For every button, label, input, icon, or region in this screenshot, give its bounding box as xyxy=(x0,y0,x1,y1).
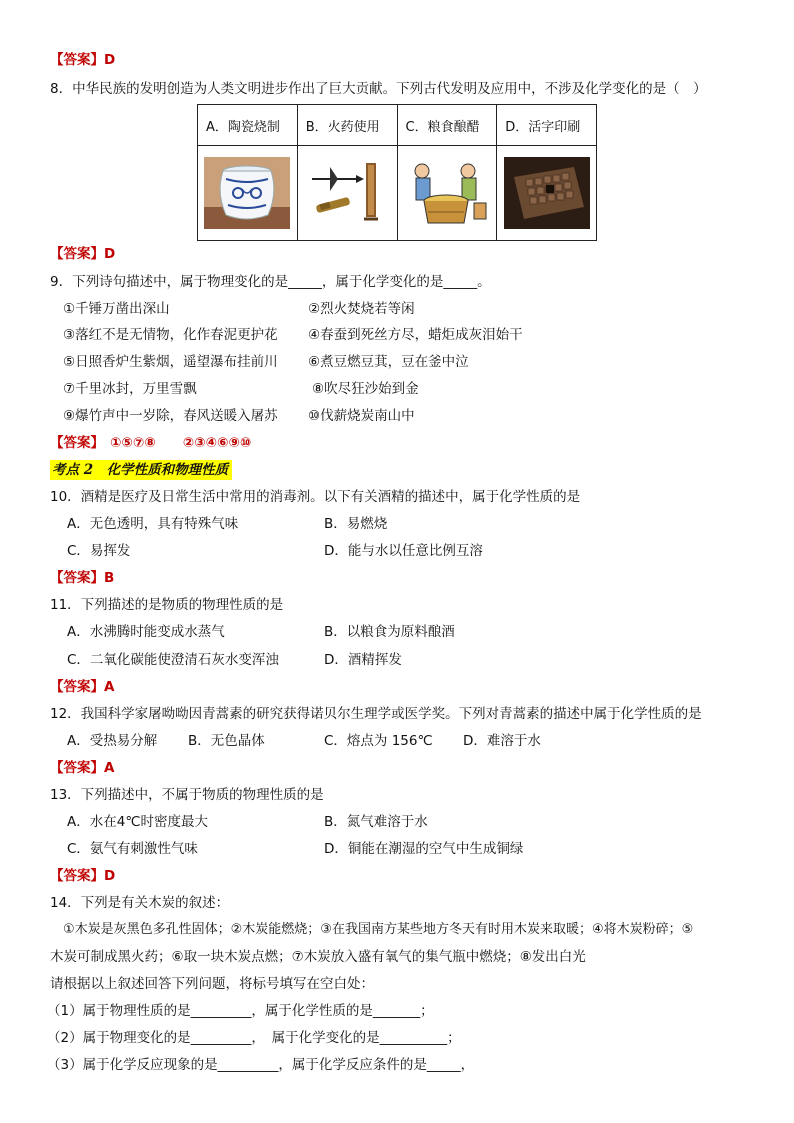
answer-q7 xyxy=(50,50,115,70)
q10-option-c: C．易挥发 xyxy=(67,543,131,559)
option-c-cell: C．粮食酿醋 xyxy=(397,105,497,146)
q10-option-a: A．无色透明，具有特殊气味 xyxy=(67,516,239,532)
q14-instruction: 请根据以上叙述回答下列问题，将标号填写在空白处： xyxy=(50,976,374,992)
answer-q10 xyxy=(50,568,114,588)
poem-10: ⑩伐薪烧炭南山中 xyxy=(308,408,415,424)
poem-8: ⑧吹尽狂沙始到金 xyxy=(312,381,419,397)
q14-sub-3: （3）属于化学反应现象的是_________，属于化学反应条件的是_____， xyxy=(47,1057,475,1073)
answer-tag: 【答案】 xyxy=(50,760,104,776)
poem-1: ①千锤万凿出深山 xyxy=(63,301,170,317)
q13-option-a: A．水在4℃时密度最大 xyxy=(67,814,208,830)
question-8-stem: 8．中华民族的发明创造为人类文明进步作出了巨大贡献。下列古代发明及应用中，不涉及化学变化的是（ ） xyxy=(50,81,707,97)
answer-tag: 【答案】 xyxy=(50,52,104,68)
question-9-stem: 9．下列诗句描述中，属于物理变化的是_____，属于化学变化的是_____。 xyxy=(50,274,491,290)
poem-3: ③落红不是无情物，化作春泥更护花 xyxy=(63,327,278,343)
answer-q13 xyxy=(50,866,115,886)
option-b-cell: B．火药使用 xyxy=(297,105,397,146)
answer-tag: 【答案】 xyxy=(50,570,104,586)
q12-option-d: D．难溶于水 xyxy=(463,733,541,749)
answer-q9 xyxy=(50,433,251,453)
poem-7: ⑦千里冰封，万里雪飘 xyxy=(63,381,197,397)
q11-option-c: C．二氧化碳能使澄清石灰水变浑浊 xyxy=(67,652,279,668)
poem-4: ④春蚕到死丝方尽，蜡炬成灰泪始干 xyxy=(308,327,523,343)
porcelain-jar-icon xyxy=(204,157,290,229)
answer-tag: 【答案】 xyxy=(50,435,104,451)
answer-q12 xyxy=(50,758,114,778)
movable-type-icon xyxy=(504,157,590,229)
q12-option-b: B．无色晶体 xyxy=(188,733,265,749)
q14-sub-1: （1）属于物理性质的是_________，属于化学性质的是_______； xyxy=(47,1003,434,1019)
question-12-stem: 12．我国科学家屠呦呦因青蒿素的研究获得诺贝尔生理学或医学奖。下列对青蒿素的描述中属于化学性质的是 xyxy=(50,706,702,722)
q13-option-b: B．氮气难溶于水 xyxy=(324,814,428,830)
q12-option-c: C．熔点为 156℃ xyxy=(324,733,433,749)
q12-option-a: A．受热易分解 xyxy=(67,733,158,749)
type-image-cell xyxy=(497,146,597,241)
answer-value: A xyxy=(104,760,115,776)
poem-6: ⑥煮豆燃豆萁，豆在釜中泣 xyxy=(308,354,469,370)
answer-tag: 【答案】 xyxy=(50,868,104,884)
answer-q11 xyxy=(50,677,114,697)
answer-value: B xyxy=(104,570,115,586)
vinegar-image-cell xyxy=(397,146,497,241)
answer-value: A xyxy=(104,679,115,695)
question-10-stem: 10．酒精是医疗及日常生活中常用的消毒剂。以下有关酒精的描述中，属于化学性质的是 xyxy=(50,489,581,505)
q11-option-b: B．以粮食为原料酿酒 xyxy=(324,624,455,640)
q13-option-c: C．氨气有刺激性气味 xyxy=(67,841,198,857)
brewing-people-icon xyxy=(404,157,490,229)
option-a-cell: A．陶瓷烧制 xyxy=(198,105,298,146)
gunpowder-image-cell xyxy=(297,146,397,241)
q10-option-b: B．易燃烧 xyxy=(324,516,388,532)
option-d-cell: D．活字印刷 xyxy=(497,105,597,146)
q14-text-line-1: ①木炭是灰黑色多孔性固体；②木炭能燃烧；③在我国南方某些地方冬天有时用木炭来取暖；④将木炭粉碎；⑤ xyxy=(63,922,694,937)
porcelain-image-cell xyxy=(198,146,298,241)
inventions-table xyxy=(197,104,597,241)
answer-tag: 【答案】 xyxy=(50,246,104,262)
answer-value: D xyxy=(104,246,116,262)
poem-2: ②烈火焚烧若等闲 xyxy=(308,301,415,317)
poem-5: ⑤日照香炉生紫烟，遥望瀑布挂前川 xyxy=(63,354,278,370)
q11-option-a: A．水沸腾时能变成水蒸气 xyxy=(67,624,225,640)
q13-option-d: D．铜能在潮湿的空气中生成铜绿 xyxy=(324,841,524,857)
q14-sub-2: （2）属于物理变化的是_________， 属于化学变化的是__________； xyxy=(47,1030,461,1046)
q11-option-d: D．酒精挥发 xyxy=(324,652,402,668)
question-13-stem: 13．下列描述中，不属于物质的物理性质的是 xyxy=(50,787,324,803)
question-14-stem: 14．下列是有关木炭的叙述： xyxy=(50,895,230,911)
answer-tag: 【答案】 xyxy=(50,679,104,695)
answer-value: ①⑤⑦⑧ ②③④⑥⑨⑩ xyxy=(110,435,252,451)
question-11-stem: 11．下列描述的是物质的物理性质的是 xyxy=(50,597,284,613)
section-heading: 考点 2 化学性质和物理性质 xyxy=(50,460,232,480)
answer-value: D xyxy=(104,868,116,884)
poem-9: ⑨爆竹声中一岁除，春风送暖入屠苏 xyxy=(63,408,278,424)
q14-text-line-2: 木炭可制成黑火药；⑥取一块木炭点燃；⑦木炭放入盛有氧气的集气瓶中燃烧；⑧发出白光 xyxy=(50,949,586,965)
q10-option-d: D．能与水以任意比例互溶 xyxy=(324,543,483,559)
gunpowder-rocket-icon xyxy=(304,157,390,229)
answer-value: D xyxy=(104,52,116,68)
answer-q8 xyxy=(50,244,115,264)
